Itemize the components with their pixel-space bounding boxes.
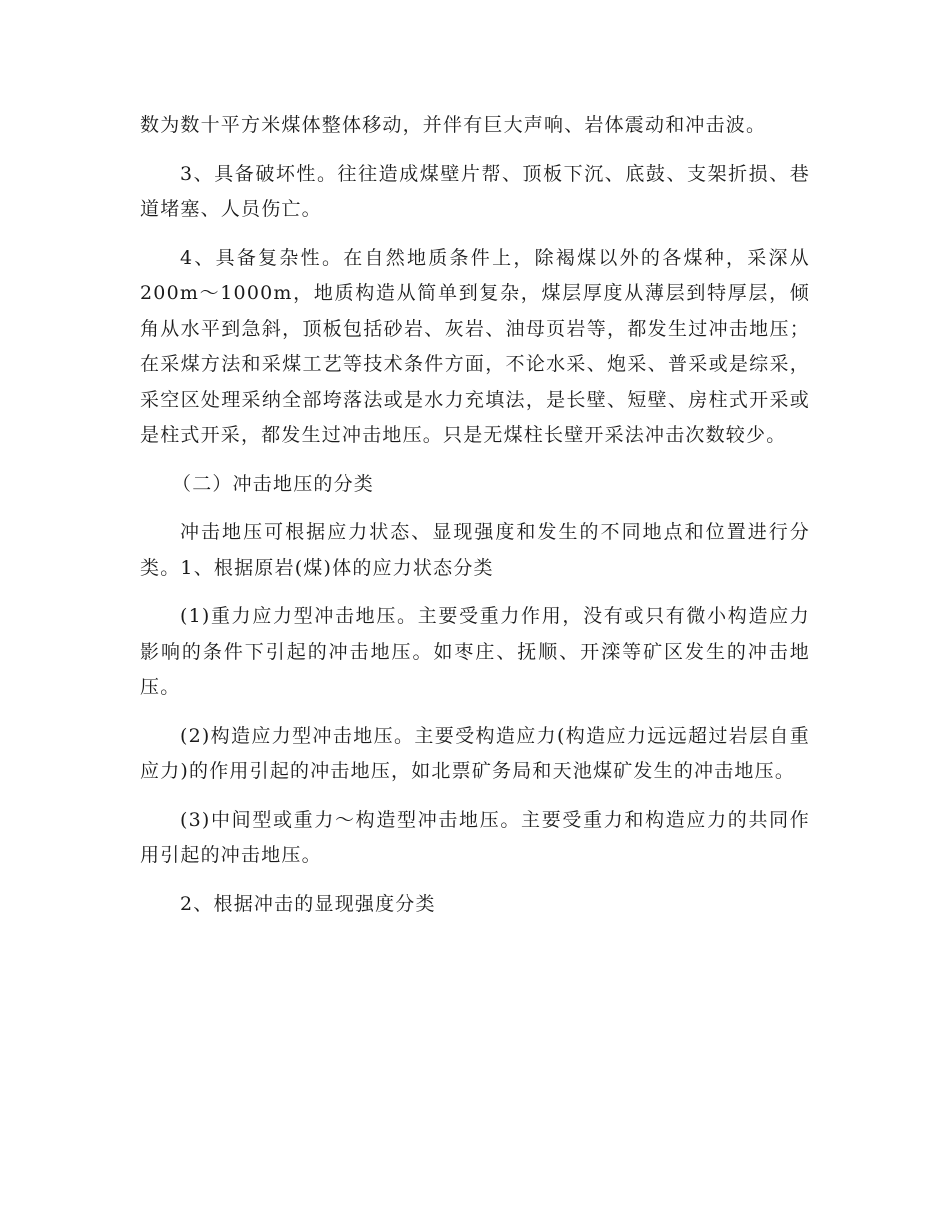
paragraph-intermediate-type: (3)中间型或重力～构造型冲击地压。主要受重力和构造应力的共同作用引起的冲击地压。	[140, 808, 810, 866]
paragraph-continuation: 数为数十平方米煤体整体移动，并伴有巨大声响、岩体震动和冲击波。	[140, 114, 767, 136]
paragraph-gravity-stress-type: (1)重力应力型冲击地压。主要受重力作用，没有或只有微小构造应力影响的条件下引起的冲击地压。如枣庄、抚顺、开滦等矿区发生的冲击地压。	[140, 605, 810, 698]
section-heading-classification: （二）冲击地压的分类	[172, 472, 375, 495]
paragraph-tectonic-stress-type: (2)构造应力型冲击地压。主要受构造应力(构造应力远远超过岩层自重应力)的作用引起的冲击地压，如北票矿务局和天池煤矿发生的冲击地压。	[140, 724, 810, 782]
paragraph-complexity: 4、具备复杂性。在自然地质条件上，除褐煤以外的各煤种，采深从200m～1000m，地质构造从简单到复杂，煤层厚度从薄层到特厚层，倾角从水平到急斜，顶板包括砂岩、灰岩、油母页岩等，都发生过冲击地压；在采煤方法和采煤工艺等技术条件方面，不论水采、炮采、普采或是综采，采空区处理采纳全部垮落法或是水力充填法，是长壁、短壁、房柱式开采或是柱式开采，都发生过冲击地压。只是无煤柱长壁开采法冲击次数较少。	[140, 246, 810, 446]
paragraph-classification-intro: 冲击地压可根据应力状态、显现强度和发生的不同地点和位置进行分类。1、根据原岩(煤)体的应力状态分类	[140, 521, 810, 579]
paragraph-intensity-classification: 2、根据冲击的显现强度分类	[180, 892, 436, 915]
paragraph-destructiveness: 3、具备破坏性。往往造成煤壁片帮、顶板下沉、底鼓、支架折损、巷道堵塞、人员伤亡。	[140, 162, 810, 220]
document-page	[140, 108, 810, 922]
